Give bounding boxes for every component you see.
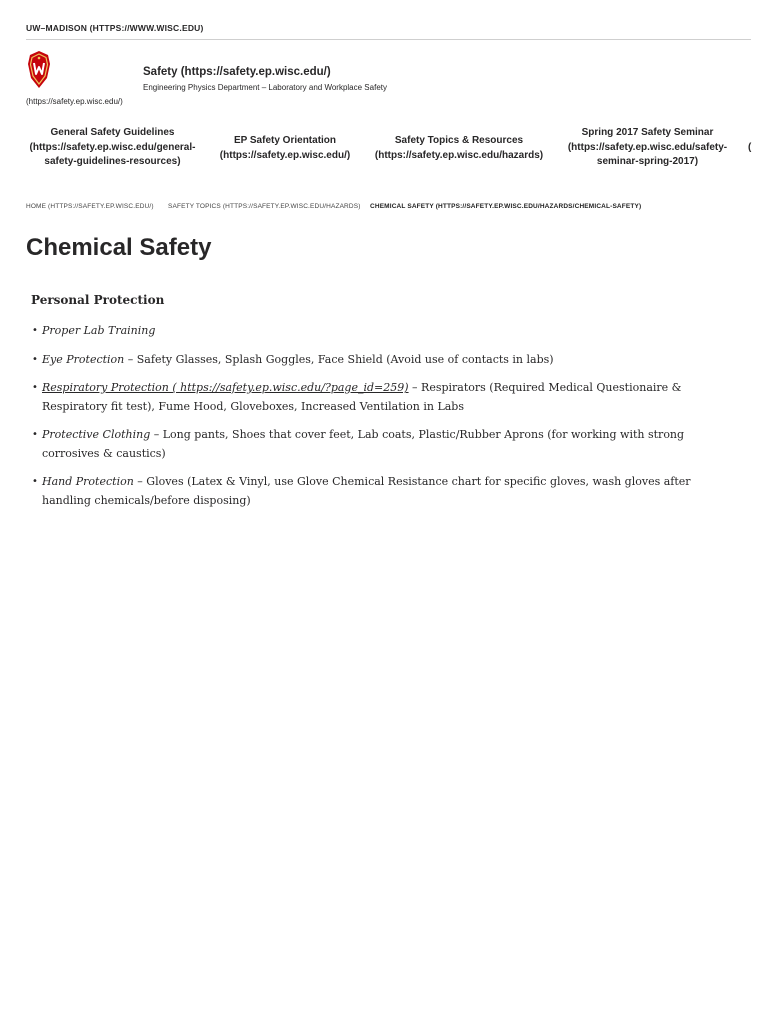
page-title: Chemical Safety (26, 234, 212, 261)
item-text: – Respirators (Required Medical Questionaire & Respiratory fit test), Fume Hood, Gloveboxes, Increased Ventilation in Labs (42, 381, 682, 413)
top-bar (0, 0, 768, 40)
nav-item-ep-orientation[interactable]: EP Safety Orientation (https://safety.ep.wisc.edu/) (219, 135, 351, 161)
list-item (26, 322, 741, 341)
bullet-icon: • (32, 353, 38, 365)
nav-item-safety-topics[interactable]: Safety Topics & Resources (https://safety.ep.wisc.edu/hazards) (374, 135, 544, 161)
item-text: – Gloves (Latex & Vinyl, use Glove Chemical Resistance chart for specific gloves, wash gloves after handling chemicals/before disposing) (42, 475, 691, 507)
list-item (26, 473, 741, 510)
bullet-icon: • (32, 429, 38, 440)
section-heading: Personal Protection (31, 293, 165, 307)
uw-madison-link[interactable]: UW–MADISON (HTTPS://WWW.WISC.EDU) (26, 23, 204, 33)
main-nav (0, 126, 768, 174)
breadcrumb (0, 203, 768, 215)
site-title-link[interactable]: Safety (https://safety.ep.wisc.edu/) (143, 66, 331, 78)
top-divider (26, 39, 751, 40)
respiratory-protection-link[interactable]: Respiratory Protection ( https://safety.ep.wisc.edu/?page_id=259) (42, 381, 409, 394)
nav-item-spring-seminar[interactable]: Spring 2017 Safety Seminar (https://safety.ep.wisc.edu/safety- seminar-spring-2017) (567, 127, 728, 167)
breadcrumb-chemical-safety[interactable]: CHEMICAL SAFETY (HTTPS://SAFETY.EP.WISC.EDU/HAZARDS/CHEMICAL-SAFETY) (370, 203, 642, 210)
nav-item-general-safety[interactable]: General Safety Guidelines (https://safety.ep.wisc.edu/general- safety-guidelines-resources) (29, 127, 196, 167)
breadcrumb-home[interactable]: HOME (HTTPS://SAFETY.EP.WISC.EDU/) (26, 203, 154, 210)
item-term: Proper Lab Training (42, 324, 156, 337)
list-item (26, 351, 741, 370)
item-term: Protective Clothing (42, 428, 151, 441)
bullet-icon: • (32, 476, 38, 487)
item-text: – Safety Glasses, Splash Goggles, Face Shield (Avoid use of contacts in labs) (124, 352, 554, 366)
list-item (26, 426, 741, 463)
item-text: – Long pants, Shoes that cover feet, Lab coats, Plastic/Rubber Aprons (for working with strong corrosives & caustics) (42, 428, 685, 460)
site-tagline: Engineering Physics Department – Laboratory and Workplace Safety (143, 83, 387, 92)
list-item (26, 379, 741, 416)
nav-item-overflow[interactable]: ( (748, 142, 752, 153)
breadcrumb-safety-topics[interactable]: SAFETY TOPICS (HTTPS://SAFETY.EP.WISC.EDU/HAZARDS) (168, 203, 361, 210)
crest-alt-text: (https://safety.ep.wisc.edu/) (26, 97, 123, 106)
item-term: Eye Protection (42, 352, 125, 366)
protection-list (26, 322, 741, 520)
bullet-icon: • (32, 325, 38, 336)
uw-crest-icon[interactable] (26, 50, 52, 90)
bullet-icon: • (32, 382, 38, 393)
item-term: Hand Protection (42, 475, 134, 488)
